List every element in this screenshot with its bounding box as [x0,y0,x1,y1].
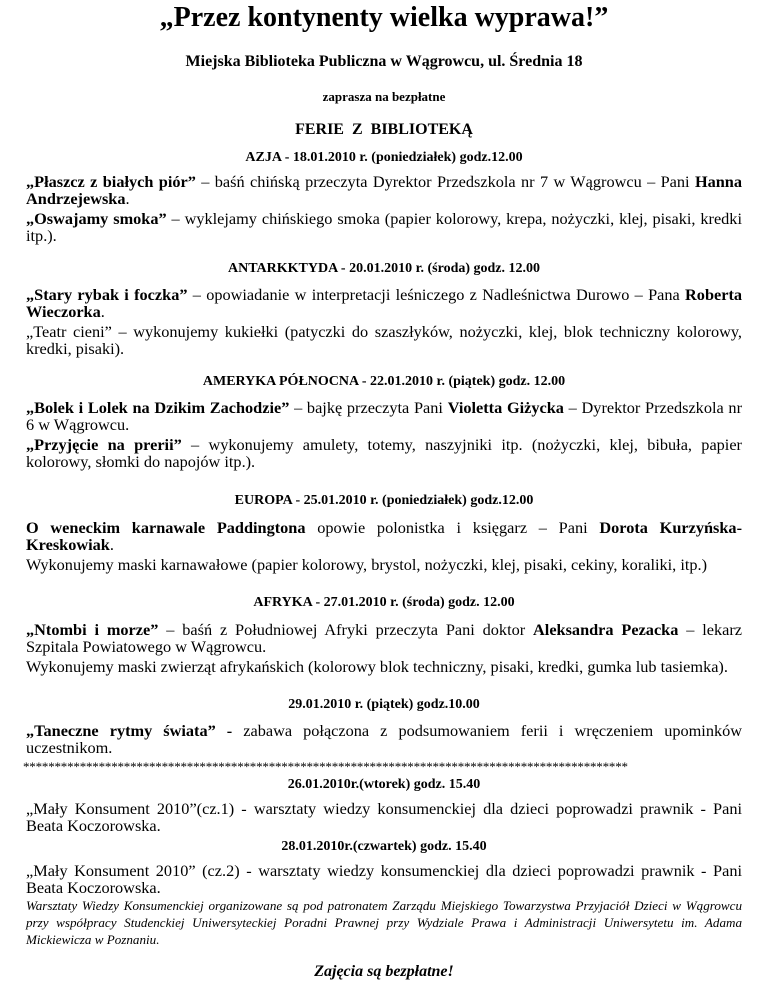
separator-stars: ************************************************************************************************ [23,760,628,773]
workshop-heading: 26.01.2010r.(wtorek) godz. 15.40 [287,777,481,792]
item-text: – baśń chińską przeczyta Dyrektor Przedszkola nr 7 w Wągrowcu – Pani [195,172,695,191]
item-text: „Teatr cieni” – wykonujemy kukiełki (patyczki do szaszłyków, nożyczki, klej, blok techniczny kolorowy, kredki, pisaki). [26,322,742,358]
organizer-line: Miejska Biblioteka Publiczna w Wągrowcu, ul. Średnia 18 [185,53,583,70]
page-title: „Przez kontynenty wielka wyprawa!” [159,2,609,33]
item-text-end: . [100,302,105,321]
item-text: – wyklejamy chińskiego smoka (papier kolorowy, krepa, nożyczki, klej, pisaki, kredki itp.). [26,209,742,245]
item-title: „Taneczne rytmy świata” - [26,721,233,740]
section-heading: ANTARKKTYDA - 20.01.2010 r. (środa) godz. 12.00 [227,261,541,276]
item-title: „Ntombi i morze” [26,620,159,639]
item-text-end: . [125,189,130,208]
item-text: Wykonujemy maski karnawałowe (papier kolorowy, brystol, nożyczki, klej, pisaki, cekiny, koraliki, itp.) [26,555,707,574]
section-item [26,436,742,470]
item-text: opowie polonistka i księgarz – Pani [305,518,600,537]
item-text: – wykonujemy amulety, totemy, naszyjniki itp. (nożyczki, klej, bibuła, papier kolorowy, słomki do napojów itp.). [26,435,742,471]
item-text: – opowiadanie w interpretacji leśniczego z Nadleśnictwa Durowo – Pana [187,285,686,304]
workshop-text: „Mały Konsument 2010” (cz.2) - warsztaty wiedzy konsumenckiej dla dzieci poprowadzi prawnik - Pani Beata Koczorowska. [26,861,742,897]
section-item [26,173,742,207]
item-text-end: – lekarz Szpitala Powiatowego w Wągrowcu. [26,620,743,656]
invite-line: zaprasza na bezpłatne [322,89,446,104]
section-item [26,519,742,553]
patronage-note: Warsztaty Wiedzy Konsumenckiej organizowane są pod patronatem Zarządu Miejskiego Towarzystwa Przyjaciół Dzieci w Wągrowcu przy współpracy Studenckiej Uniwersyteckiej Poradni Prawnej przy Wydziale Prawa i Administracji Uniwersytetu im. Adama Mickiewicza w Poznaniu. [26,898,742,947]
section-item [26,286,742,320]
item-title: O weneckim karnawale Paddingtona [26,518,306,537]
section-item [26,621,742,655]
section-item [26,399,742,433]
section-item [26,556,742,573]
item-title: „Płaszcz z białych piór” [26,172,196,191]
item-title: „Stary rybak i foczka” [26,285,188,304]
section-item [26,722,742,756]
item-text: Wykonujemy maski zwierząt afrykańskich (kolorowy blok techniczny, pisaki, kredki, gumka lub tasiemka). [26,657,728,676]
section-item [26,658,742,675]
item-text: – baśń z Południowej Afryki przeczyta Pani doktor [158,620,534,639]
person-name: Roberta Wieczorka [26,285,743,321]
workshop-text: „Mały Konsument 2010”(cz.1) - warsztaty wiedzy konsumenckiej dla dzieci poprowadzi prawnik - Pani Beata Koczorowska. [26,799,742,835]
item-title: „Oswajamy smoka” [26,209,167,228]
person-name: Dorota Kurzyńska-Kreskowiak [26,518,742,554]
footer-note: Zajęcia są bezpłatne! [314,963,454,980]
item-text-end: – Dyrektor Przedszkola nr 6 w Wągrowcu. [26,398,742,434]
section-item [26,323,742,357]
section-heading: 29.01.2010 r. (piątek) godz.10.00 [288,697,480,712]
person-name: Aleksandra Pezacka [533,620,679,639]
section-heading: AZJA - 18.01.2010 r. (poniedziałek) godz.12.00 [245,150,523,165]
item-text: zabawa połączona z podsumowaniem ferii i wręczeniem upominków uczestnikom. [26,721,743,757]
section-heading: AFRYKA - 27.01.2010 r. (środa) godz. 12.00 [253,595,515,610]
item-text-end: . [109,535,114,554]
item-title: „Przyjęcie na prerii” [26,435,182,454]
person-name: Violetta Giżycka [447,398,564,417]
section-heading: AMERYKA PÓŁNOCNA - 22.01.2010 r. (piątek) godz. 12.00 [202,374,566,389]
workshop-heading: 28.01.2010r.(czwartek) godz. 15.40 [281,839,487,854]
section-heading: EUROPA - 25.01.2010 r. (poniedziałek) godz.12.00 [234,493,534,508]
person-name: Hanna Andrzejewska [26,172,742,208]
item-title: „Bolek i Lolek na Dzikim Zachodzie” [26,398,290,417]
event-name: FERIE Z BIBLIOTEKĄ [295,121,473,138]
item-text: – bajkę przeczyta Pani [289,398,448,417]
section-item [26,210,742,244]
